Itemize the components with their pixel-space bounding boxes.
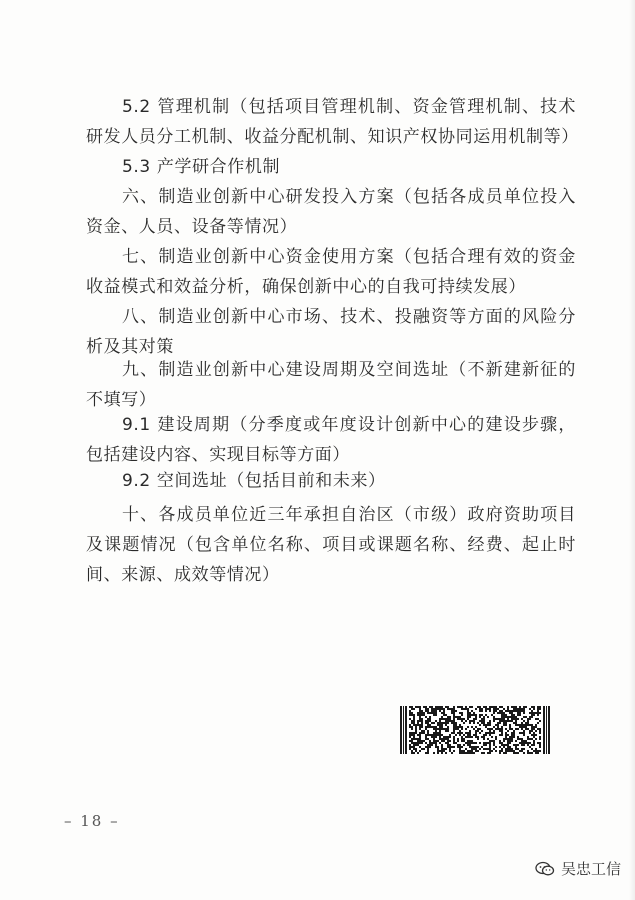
barcode-image <box>400 706 550 754</box>
paragraph-9-2: 9.2 空间选址（包括目前和未来） <box>122 471 386 491</box>
paragraph-9-1: 9.1 建设周期（分季度或年度设计创新中心的建设步骤，包括建设内容、实现目标等方面） <box>86 415 576 465</box>
paragraph-section-9: 九、制造业创新中心建设周期及空间选址（不新建新征的不填写） <box>86 360 576 410</box>
paragraph-section-7: 七、制造业创新中心资金使用方案（包括合理有效的资金收益模式和效益分析，确保创新中心的自我可持续发展） <box>86 247 576 297</box>
wechat-icon <box>535 861 555 877</box>
paragraph-5-2: 5.2 管理机制（包括项目管理机制、资金管理机制、技术研发人员分工机制、收益分配机制、知识产权协同运用机制等） <box>86 97 579 147</box>
watermark-account-name: 吴忠工信 <box>560 860 621 878</box>
paragraph-5-3: 5.3 产学研合作机制 <box>122 157 281 177</box>
paragraph-section-6: 六、制造业创新中心研发投入方案（包括各成员单位投入资金、人员、设备等情况） <box>86 187 576 237</box>
page-edge-shadow <box>629 0 635 900</box>
paragraph-section-10: 十、各成员单位近三年承担自治区（市级）政府资助项目及课题情况（包含单位名称、项目或课题名称、经费、起止时间、来源、成效等情况） <box>86 505 576 585</box>
paragraph-section-8: 八、制造业创新中心市场、技术、投融资等方面的风险分析及其对策 <box>86 307 576 357</box>
page-number: – 18 – <box>64 812 120 830</box>
wechat-watermark <box>535 858 621 879</box>
